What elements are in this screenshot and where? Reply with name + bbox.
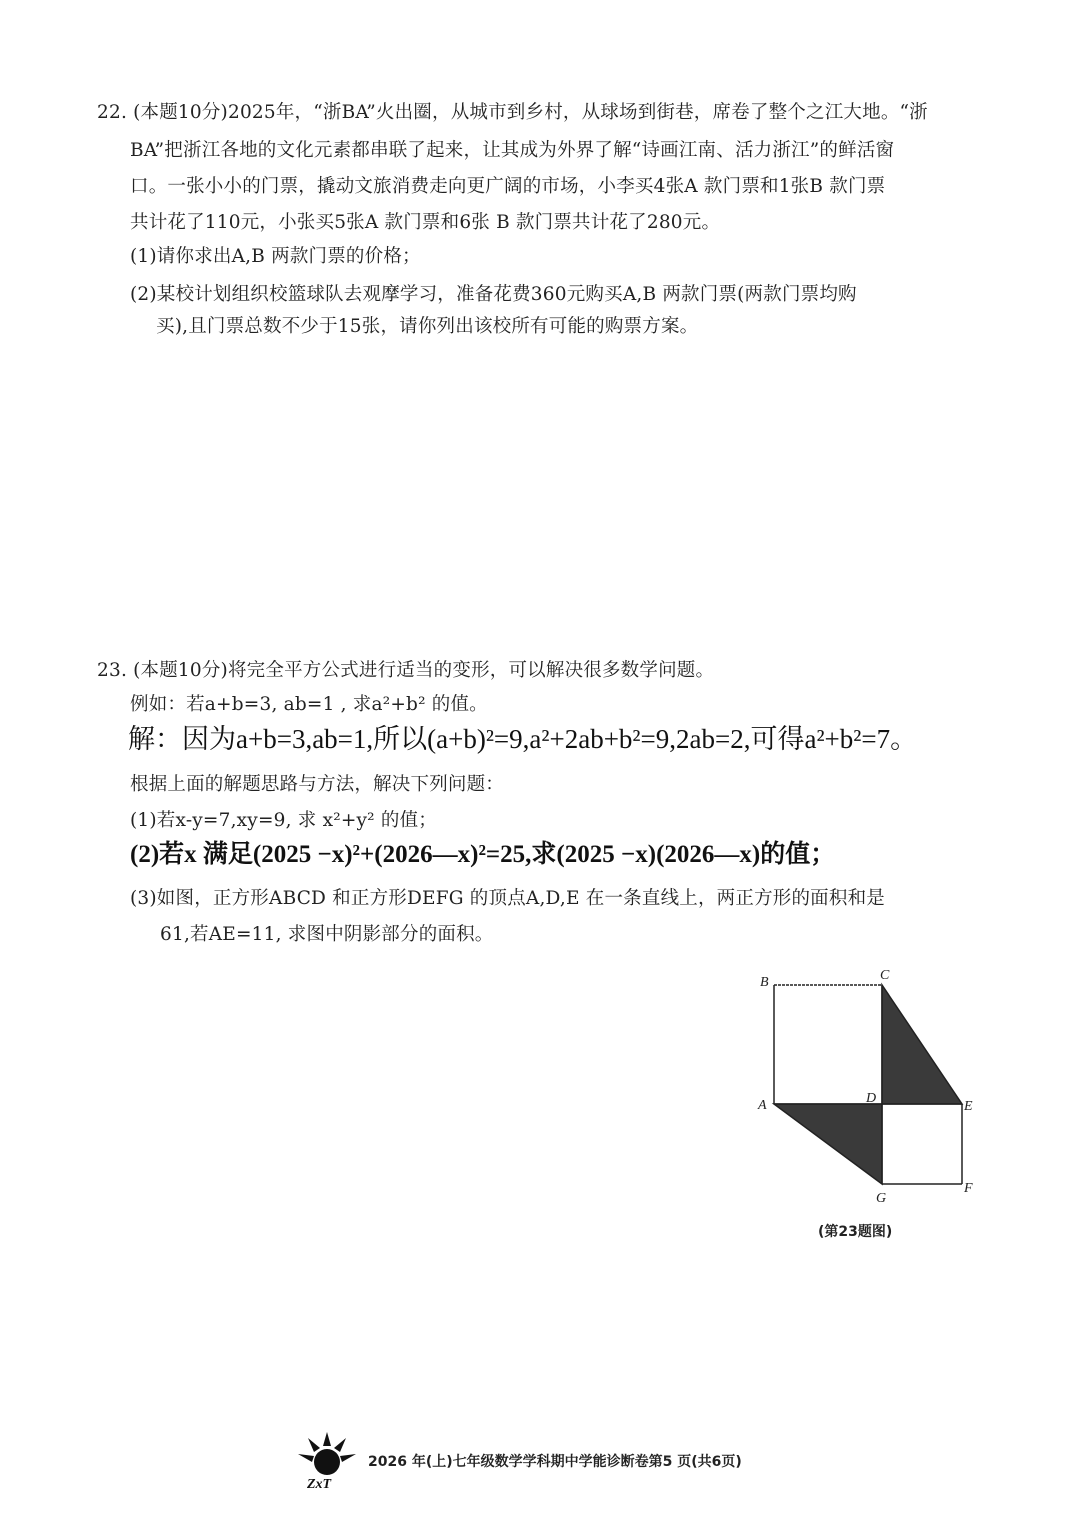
label-g: G — [876, 1191, 887, 1206]
label-f: F — [964, 1181, 973, 1196]
label-e: E — [964, 1099, 973, 1114]
figure-caption: (第23题图) — [818, 1224, 893, 1240]
sun-logo-icon — [296, 1430, 358, 1492]
label-b: B — [760, 975, 769, 990]
q22-part2-line2: 买),且门票总数不少于15张，请你列出该校所有可能的购票方案。 — [156, 316, 699, 337]
q23-example: 例如：若a+b=3, ab=1 , 求a²+b² 的值。 — [130, 694, 488, 715]
q23-line1: 23. (本题10分)将完全平方公式进行适当的变形，可以解决很多数学问题。 — [97, 660, 715, 681]
q23-part2: (2)若x 满足(2025 −x)²+(2026—x)²=25,求(2025 −x)(2026—x)的值； — [130, 841, 836, 868]
shaded-triangle-adg — [774, 1104, 882, 1184]
q23-solution: 解：因为a+b=3,ab=1,所以(a+b)²=9,a²+2ab+b²=9,2ab=2,可得a²+b²=7。 — [128, 724, 918, 754]
q22-line3: 口。一张小小的门票，撬动文旅消费走向更广阔的市场，小李买4张A 款门票和1张B 款门票 — [130, 176, 886, 197]
shaded-triangle-cde — [882, 985, 962, 1104]
q23-figure — [752, 962, 992, 1212]
q22-line1: 22. (本题10分)2025年，“浙BA”火出圈，从城市到乡村，从球场到街巷，席卷了整个之江大地。“浙 — [97, 102, 928, 123]
svg-text:ZxT: ZxT — [307, 1477, 332, 1492]
q22-part1: (1)请你求出A,B 两款门票的价格； — [130, 246, 421, 267]
label-d: D — [866, 1091, 877, 1106]
label-a: A — [758, 1098, 767, 1113]
publisher-logo — [296, 1430, 358, 1492]
q23-method: 根据上面的解题思路与方法，解决下列问题： — [130, 774, 505, 795]
footer-text: 2026 年(上)七年级数学学科期中学能诊断卷第5 页(共6页) — [368, 1454, 742, 1470]
q23-part1: (1)若x-y=7,xy=9, 求 x²+y² 的值； — [130, 810, 437, 831]
q23-part3-line1: (3)如图，正方形ABCD 和正方形DEFG 的顶点A,D,E 在一条直线上，两正方形的面积和是 — [130, 888, 885, 909]
q22-line2: BA”把浙江各地的文化元素都串联了起来，让其成为外界了解“诗画江南、活力浙江”的鲜活窗 — [130, 140, 895, 161]
q23-part3-line2: 61,若AE=11, 求图中阴影部分的面积。 — [160, 924, 494, 945]
label-c: C — [880, 968, 890, 983]
q22-line4: 共计花了110元，小张买5张A 款门票和6张 B 款门票共计花了280元。 — [130, 212, 721, 233]
q22-part2-line1: (2)某校计划组织校篮球队去观摩学习，准备花费360元购买A,B 两款门票(两款门票均购 — [130, 284, 857, 305]
